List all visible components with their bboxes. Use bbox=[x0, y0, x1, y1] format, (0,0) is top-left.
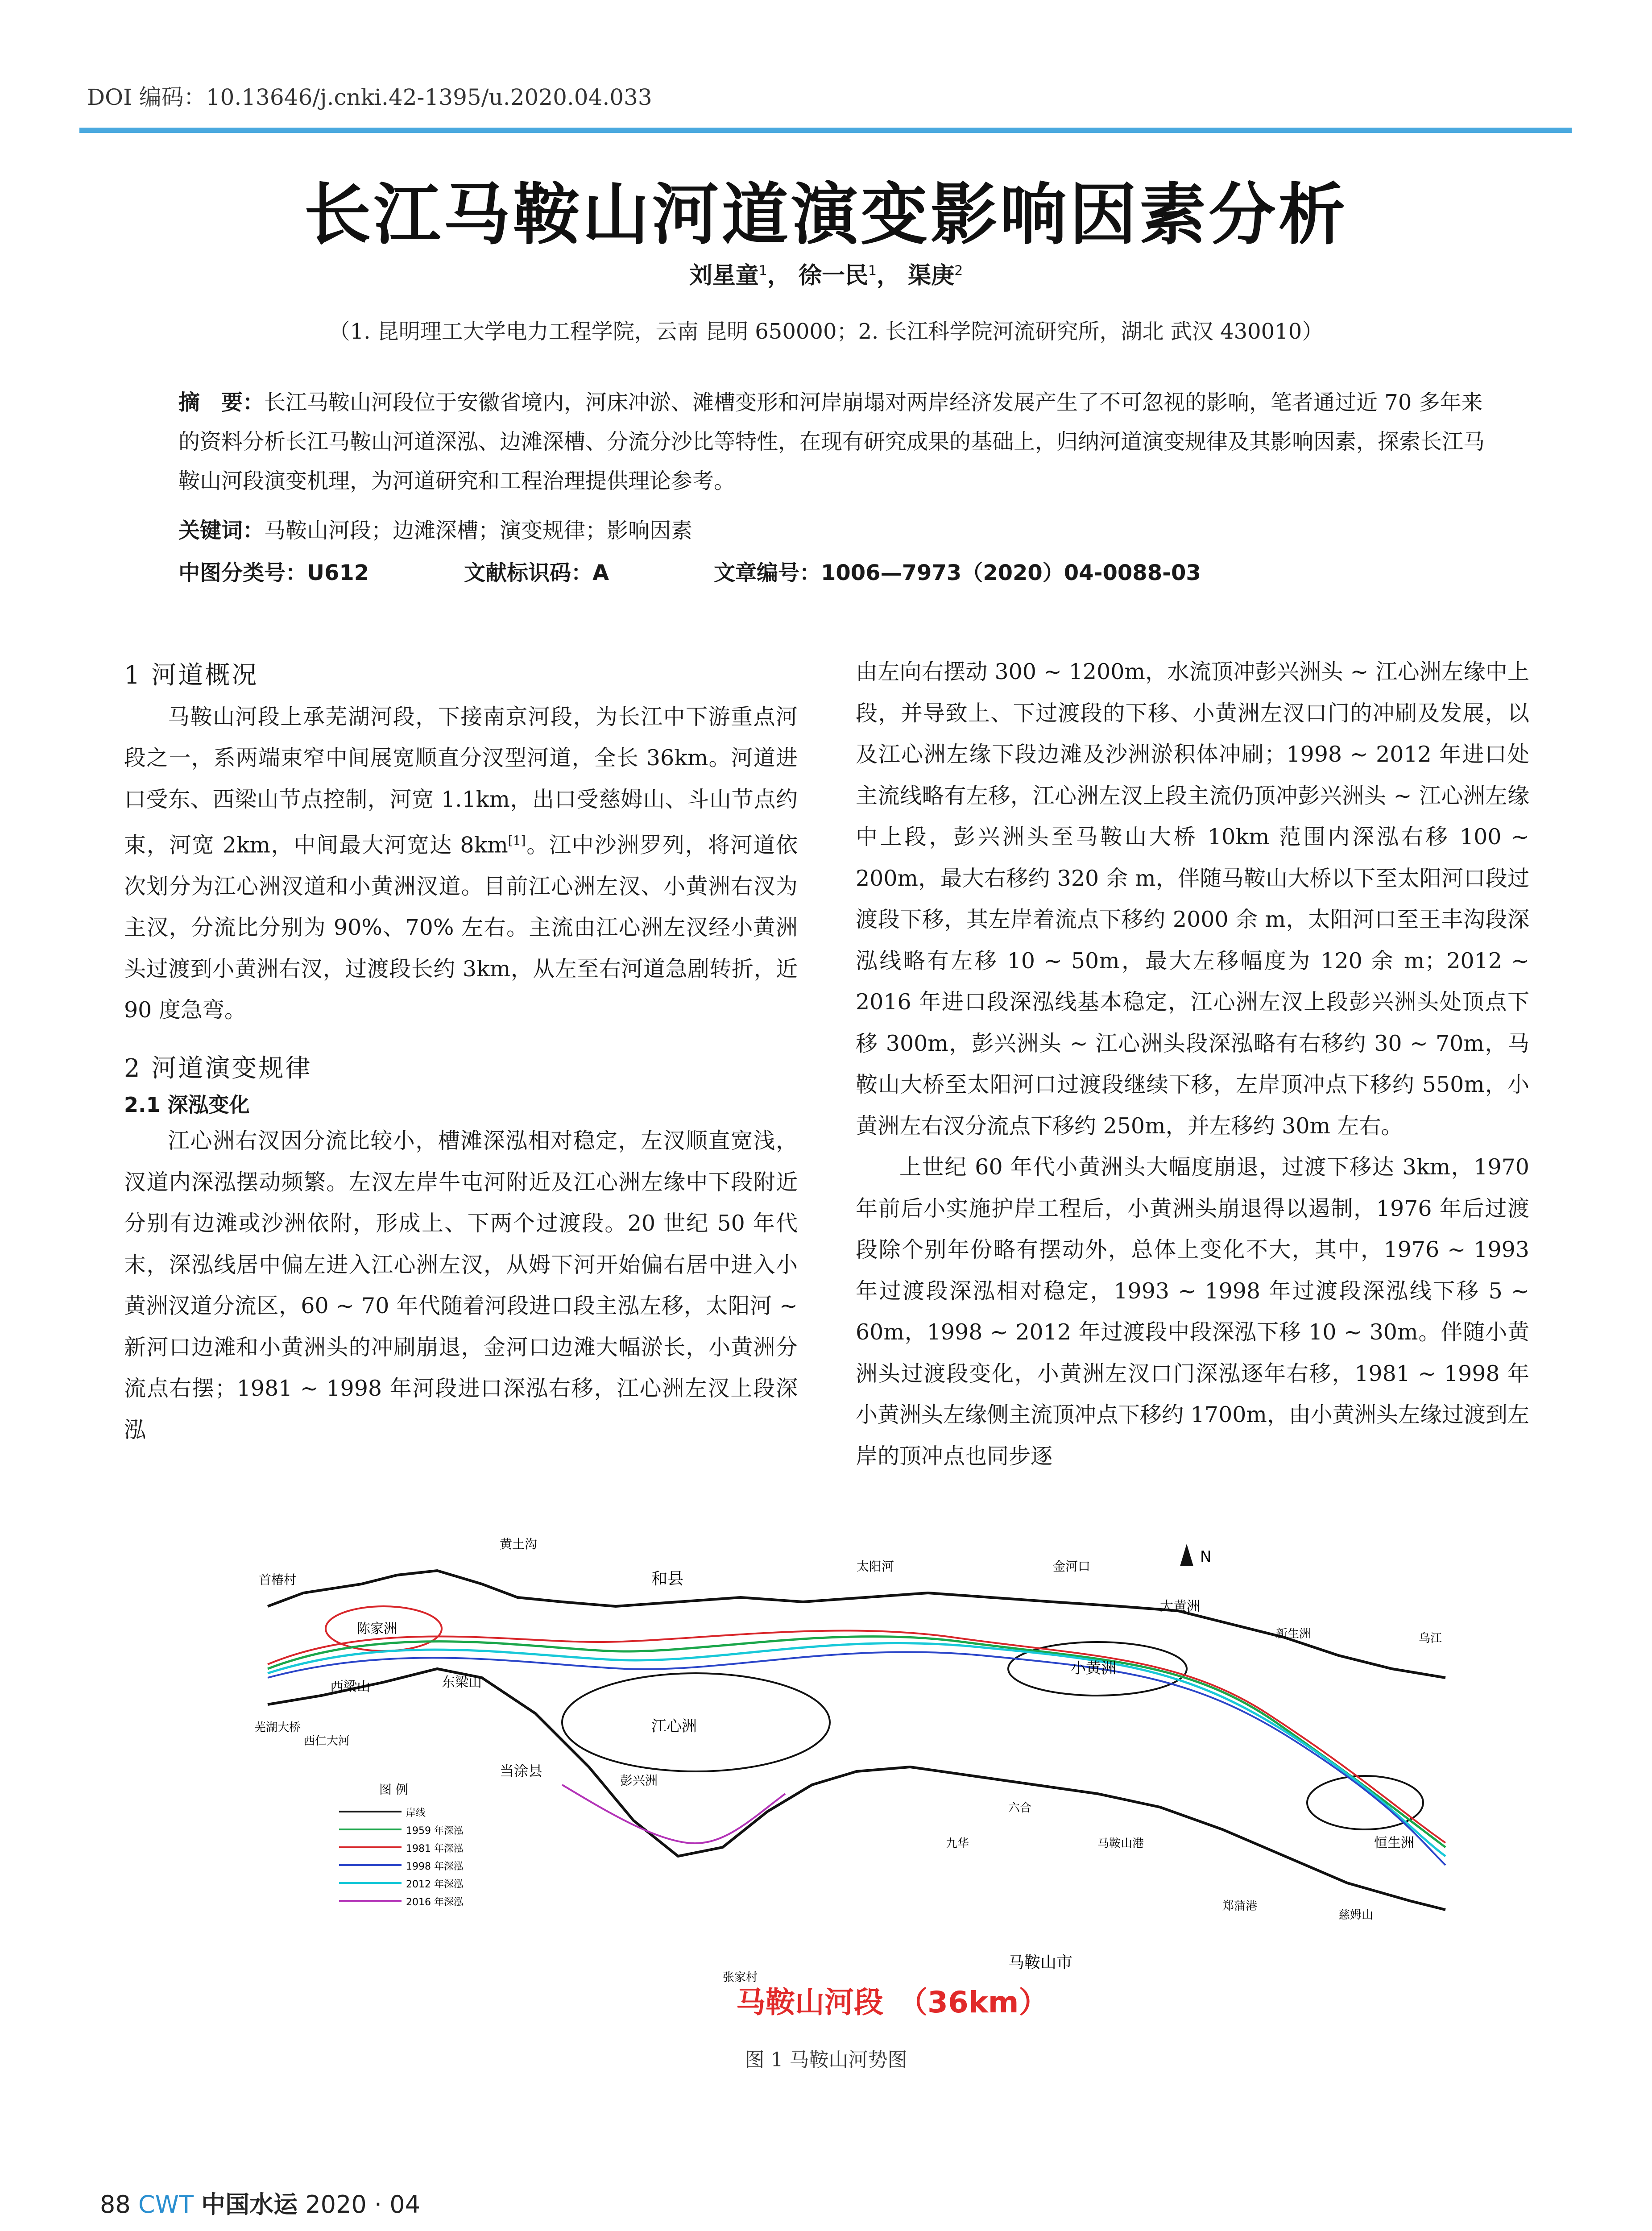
paragraph: 由左向右摆动 300 ~ 1200m，水流顶冲彭兴洲头 ~ 江心洲左缘中上段，并导致上、下过渡段的下移、小黄洲左汊口门的冲刷及发展，以及江心洲左缘下段边滩及沙洲淤积体冲刷；1998 ~ 2012 年进口处主流线略有左移，江心洲左汊上段主流仍顶冲彭兴洲头 ~ 江心洲左缘中上段，彭兴洲头至马鞍山大桥 10km 范围内深泓右移 100 ~ 200m，最大右移约 320 余 m，伴随马鞍山大桥以下至太阳河口段过渡段下移，其左岸着流点下移约 2000 余 m，太阳河口至王丰沟段深泓线略有左移 10 ~ 50m，最大左移幅度为 120 余 m；2012 ~ 2016 年进口段深泓线基本稳定，江心洲左汊上段彭兴洲头处顶点下移 300m，彭兴洲头 ~ 江心洲头段深泓略有右移约 30 ~ 70m，马鞍山大桥至太阳河口过渡段继续下移，左岸顶冲点下移约 550m，小黄洲左右汊分流点下移约 250m，并左移约 30m 左右。 bbox=[856, 659, 1529, 1139]
place-label: 郑蒲港 bbox=[1222, 1899, 1258, 1913]
paragraph: 江心洲右汊因分流比较小，槽滩深泓相对稳定，左汊顺直宽浅，汊道内深泓摆动频繁。左汊左岸牛屯河附近及江心洲左缘中下段附近分别有边滩或沙洲依附，形成上、下两个过渡段。20 世纪 50 年代末，深泓线居中偏左进入江心洲左汊，从姆下河开始偏右居中进入小黄洲汊道分流区，60 ~ 70 年代随着河段进口段主泓左移，太阳河 ~ 新河口边滩和小黄洲头的冲刷崩退，金河口边滩大幅淤长，小黄洲分流点右摆；1981 ~ 1998 年河段进口深泓右移，江心洲左汊上段深泓 bbox=[124, 1128, 798, 1443]
place-label: 太阳河 bbox=[857, 1559, 894, 1574]
place-label: 新生洲 bbox=[1276, 1627, 1311, 1641]
legend-item: 2012 年深泓 bbox=[406, 1879, 464, 1890]
author-2-affil: 1 bbox=[868, 263, 877, 279]
author-1: 刘星童 bbox=[689, 262, 759, 289]
place-label: 六合 bbox=[1008, 1801, 1032, 1815]
map-legend bbox=[339, 1782, 464, 1908]
journal-name: 中国水运 bbox=[201, 2190, 298, 2219]
header-rule bbox=[79, 128, 1572, 133]
place-label: 东梁山 bbox=[442, 1675, 482, 1690]
paragraph-text: 。江中沙洲罗列，将河道依次划分为江心洲汊道和小黄洲汊道。目前江心洲左汊、小黄洲右汊为主汊，分流比分别为 90%、70% 左右。主流由江心洲左汊经小黄洲头过渡到小黄洲右汊，过渡段长约 3km，从左至右河道急剧转折，近 90 度急弯。 bbox=[124, 832, 798, 1023]
figure-caption: 图 1 马鞍山河势图 bbox=[745, 2049, 907, 2071]
place-label: 恒生洲 bbox=[1374, 1835, 1414, 1851]
section-heading-1: 1 河道概况 bbox=[124, 661, 259, 690]
place-label: 彭兴洲 bbox=[620, 1773, 658, 1788]
place-label: 西仁大河 bbox=[303, 1734, 350, 1748]
north-arrow-icon bbox=[1180, 1544, 1211, 1566]
keywords-label: 关键词： bbox=[178, 518, 265, 543]
map-title: 马鞍山河段 （36km） bbox=[736, 1985, 1048, 2017]
keywords-text: 马鞍山河段；边滩深槽；演变规律；影响因素 bbox=[264, 518, 693, 543]
place-label: 小黄洲 bbox=[1071, 1659, 1116, 1677]
paragraph: 上世纪 60 年代小黄洲头大幅度崩退，过渡下移达 3km，1970 年前后小实施护岸工程后，小黄洲头崩退得以遏制，1976 年后过渡段除个别年份略有摆动外，总体上变化不大，其中，1976 ~ 1993 年过渡段深泓相对稳定，1993 ~ 1998 年过渡段深泓线下移 5 ~ 60m，1998 ~ 2012 年过渡段中段深泓下移 10 ~ 30m。伴随小黄洲头过渡段变化，小黄洲左汊口门深泓逐年右移，1981 ~ 1998 年小黄洲头左缘侧主流顶冲点下移约 1700m，由小黄洲头左缘过渡到左岸的顶冲点也同步逐 bbox=[856, 1154, 1529, 1469]
author-3: 渠庚 bbox=[908, 262, 955, 289]
paragraph bbox=[124, 697, 798, 1031]
river-map bbox=[250, 1535, 1463, 2017]
clc-number: 中图分类号：U612 bbox=[178, 560, 369, 585]
south-bank-line bbox=[268, 1669, 1445, 1910]
author-separator: ， bbox=[877, 262, 900, 289]
author-3-affil: 2 bbox=[954, 263, 963, 279]
keywords bbox=[178, 513, 1490, 544]
river-map-figure bbox=[250, 1535, 1463, 2017]
place-label: 芜湖大桥 bbox=[254, 1721, 301, 1734]
article-number: 文章编号：1006—7973（2020）04-0088-03 bbox=[714, 560, 1201, 585]
paper-title: 长江马鞍山河道演变影响因素分析 bbox=[304, 175, 1348, 254]
place-label: 张家村 bbox=[723, 1971, 758, 1984]
left-column bbox=[124, 651, 798, 1451]
place-label: 大黄洲 bbox=[1160, 1599, 1200, 1614]
page-footer bbox=[100, 2185, 420, 2220]
place-label: 金河口 bbox=[1053, 1559, 1091, 1574]
authors bbox=[0, 257, 1652, 290]
section-heading-2: 2 河道演变规律 bbox=[124, 1053, 312, 1083]
affiliation: （1. 昆明理工大学电力工程学院，云南 昆明 650000；2. 长江科学院河流研究所，湖北 武汉 430010） bbox=[328, 319, 1324, 344]
place-label: 九华 bbox=[946, 1837, 969, 1850]
abstract-text: 长江马鞍山河段位于安徽省境内，河床冲淤、滩槽变形和河岸崩塌对两岸经济发展产生了不可忽视的影响，笔者通过近 70 多年来的资料分析长江马鞍山河道深泓、边滩深槽、分流分沙比等特性，在现有研究成果的基础上，归纳河道演变规律及其影响因素，探索长江马鞍山河段演变机理，为河道研究和工程治理提供理论参考。 bbox=[178, 390, 1485, 493]
doi-line: DOI 编码：10.13646/j.cnki.42-1395/u.2020.04.033 bbox=[87, 84, 652, 110]
legend-title: 图 例 bbox=[379, 1782, 408, 1797]
north-bank-line bbox=[268, 1571, 1445, 1678]
right-column bbox=[856, 651, 1529, 1477]
place-label: 黄土沟 bbox=[500, 1537, 538, 1551]
place-label: 慈姆山 bbox=[1338, 1908, 1374, 1922]
svg-text:N: N bbox=[1200, 1548, 1212, 1566]
place-label: 首椿村 bbox=[259, 1572, 297, 1587]
place-label: 乌江 bbox=[1419, 1632, 1442, 1645]
legend-item: 岸线 bbox=[406, 1808, 426, 1819]
journal-brand: CWT bbox=[138, 2190, 194, 2219]
legend-item: 2016 年深泓 bbox=[406, 1897, 464, 1908]
thalweg-green bbox=[268, 1637, 1445, 1847]
document-code: 文献标识码：A bbox=[464, 560, 609, 585]
place-label: 西梁山 bbox=[330, 1679, 370, 1695]
thalweg-magenta bbox=[562, 1785, 785, 1843]
author-2: 徐一民 bbox=[798, 262, 868, 289]
legend-item: 1998 年深泓 bbox=[406, 1861, 464, 1872]
abstract-label: 摘 要： bbox=[178, 390, 265, 415]
journal-issue: 2020 · 04 bbox=[305, 2190, 420, 2219]
place-label: 江心洲 bbox=[651, 1717, 697, 1735]
place-label: 和县 bbox=[651, 1570, 684, 1588]
place-label: 马鞍山市 bbox=[1008, 1953, 1073, 1972]
paragraph-text: 马鞍山河段上承芜湖河段，下接南京河段，为长江中下游重点河段之一，系两端束窄中间展宽顺直分汊型河道，全长 36km。河道进口受东、西梁山节点控制，河宽 1.1km，出口受慈姆山、斗山节点约束，河宽 2km，中间最大河宽达 8km bbox=[124, 704, 798, 858]
subsection-heading: 2.1 深泓变化 bbox=[124, 1093, 250, 1117]
author-1-affil: 1 bbox=[758, 263, 767, 279]
citation-ref[interactable]: [1] bbox=[508, 833, 526, 848]
page-number: 88 bbox=[100, 2190, 131, 2219]
author-separator: ， bbox=[767, 262, 791, 289]
legend-item: 1959 年深泓 bbox=[406, 1825, 464, 1837]
abstract bbox=[178, 383, 1490, 501]
place-label: 马鞍山港 bbox=[1097, 1837, 1144, 1850]
legend-item: 1981 年深泓 bbox=[406, 1843, 464, 1854]
thalweg-red bbox=[268, 1630, 1445, 1843]
place-label: 当涂县 bbox=[500, 1762, 543, 1779]
place-label: 陈家洲 bbox=[357, 1621, 397, 1637]
